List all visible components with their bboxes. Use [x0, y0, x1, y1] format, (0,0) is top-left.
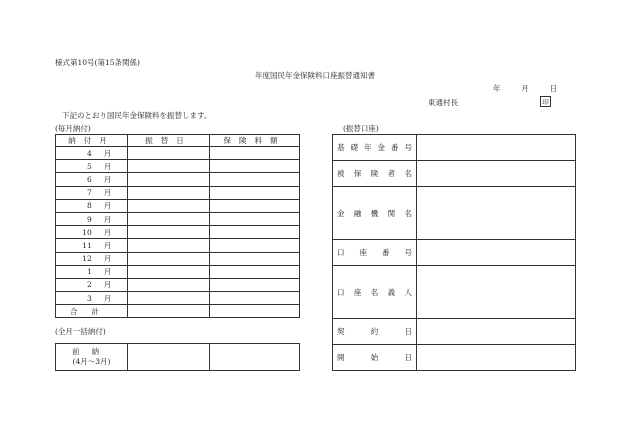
payment-month-cell: [56, 278, 128, 291]
table-row: [56, 265, 300, 278]
lump-sum-transfer-date-cell[interactable]: [128, 344, 210, 371]
transfer-date-cell[interactable]: [128, 239, 210, 252]
premium-amount-cell[interactable]: [210, 147, 300, 160]
premium-amount-cell[interactable]: [210, 239, 300, 252]
date-month-label: 月: [521, 84, 529, 93]
start-date-label: 開始日: [333, 345, 417, 371]
month-unit: 月: [103, 214, 112, 224]
premium-amount-cell[interactable]: [210, 252, 300, 265]
account-row-insured-name: [333, 161, 576, 187]
lump-sum-row: [56, 344, 300, 371]
payment-month-cell: [56, 212, 128, 225]
premium-amount-cell[interactable]: [210, 292, 300, 305]
month-number: 12: [82, 254, 92, 264]
payment-month-cell: [56, 147, 128, 160]
table-row: [56, 160, 300, 173]
bank-name-value-cell[interactable]: [417, 187, 576, 240]
account-row-account-holder: [333, 266, 576, 319]
month-number: 6: [86, 174, 92, 184]
table-row: [56, 173, 300, 186]
date-line: [493, 85, 557, 93]
month-unit: 月: [103, 254, 112, 264]
form-number: 様式第10号(第15条関係): [55, 58, 140, 67]
month-number: 11: [82, 240, 92, 250]
month-number: 7: [86, 188, 92, 198]
pension-number-label: 基礎年金番号: [333, 135, 417, 161]
transfer-date-cell[interactable]: [128, 226, 210, 239]
payment-month-cell: [56, 239, 128, 252]
payment-month-cell: [56, 160, 128, 173]
monthly-payment-table: [55, 134, 300, 318]
insured-name-value-cell[interactable]: [417, 161, 576, 187]
month-unit: 月: [103, 161, 112, 171]
contract-date-label: 契約日: [333, 319, 417, 345]
payment-month-cell: [56, 226, 128, 239]
table-row: [56, 147, 300, 160]
lump-sum-label: 前納: [72, 347, 111, 356]
month-unit: 月: [103, 280, 112, 290]
premium-amount-cell[interactable]: [210, 212, 300, 225]
total-amount-cell[interactable]: [210, 305, 300, 318]
insured-name-label: 被保険者名: [333, 161, 417, 187]
month-unit: 月: [103, 188, 112, 198]
account-info-table: [332, 134, 576, 371]
issuer-name: 東通村長: [428, 98, 458, 107]
month-number: 3: [86, 293, 92, 303]
transfer-date-cell[interactable]: [128, 160, 210, 173]
table-row: [56, 186, 300, 199]
table-row: [56, 239, 300, 252]
payment-month-cell: [56, 186, 128, 199]
table-row: [56, 292, 300, 305]
month-unit: 月: [103, 267, 112, 277]
monthly-header-row: [56, 135, 300, 147]
column-header-payment-month: 納付月: [56, 135, 128, 147]
premium-amount-cell[interactable]: [210, 265, 300, 278]
payment-month-cell: [56, 173, 128, 186]
account-row-account-number: [333, 240, 576, 266]
month-unit: 月: [103, 293, 112, 303]
lump-sum-amount-cell[interactable]: [210, 344, 300, 371]
month-unit: 月: [103, 148, 112, 158]
month-unit: 月: [103, 201, 112, 211]
transfer-date-cell[interactable]: [128, 186, 210, 199]
account-row-bank-name: [333, 187, 576, 240]
premium-amount-cell[interactable]: [210, 226, 300, 239]
seal-mark: 印: [540, 96, 551, 107]
lump-sum-section-heading: (全月一括納付): [55, 327, 106, 336]
date-year-label: 年: [493, 84, 501, 93]
account-number-label: 口座番号: [333, 240, 417, 266]
account-row-contract-date: [333, 319, 576, 345]
month-number: 9: [86, 214, 92, 224]
premium-amount-cell[interactable]: [210, 186, 300, 199]
premium-amount-cell[interactable]: [210, 173, 300, 186]
transfer-date-cell[interactable]: [128, 252, 210, 265]
transfer-date-cell[interactable]: [128, 278, 210, 291]
account-row-start-date: [333, 345, 576, 371]
bank-name-label: 金融機関名: [333, 187, 417, 240]
transfer-date-cell[interactable]: [128, 212, 210, 225]
pension-number-value-cell[interactable]: [417, 135, 576, 161]
month-unit: 月: [103, 227, 112, 237]
payment-month-cell: [56, 265, 128, 278]
premium-amount-cell[interactable]: [210, 278, 300, 291]
transfer-date-cell[interactable]: [128, 292, 210, 305]
payment-month-cell: [56, 252, 128, 265]
transfer-date-cell[interactable]: [128, 265, 210, 278]
month-number: 1: [86, 267, 92, 277]
monthly-section-heading: (毎月納付): [55, 124, 91, 133]
table-row: [56, 278, 300, 291]
month-number: 8: [86, 201, 92, 211]
total-row: [56, 305, 300, 318]
total-label-cell: 合計: [56, 305, 128, 318]
account-holder-label: 口座名義人: [333, 266, 417, 319]
transfer-date-cell[interactable]: [128, 147, 210, 160]
lump-sum-table: [55, 343, 300, 371]
contract-date-value-cell[interactable]: [417, 319, 576, 345]
total-transfer-date-cell[interactable]: [128, 305, 210, 318]
premium-amount-cell[interactable]: [210, 199, 300, 212]
account-section-heading: (振替口座): [343, 124, 379, 133]
transfer-date-cell[interactable]: [128, 173, 210, 186]
transfer-date-cell[interactable]: [128, 199, 210, 212]
account-row-pension-number: [333, 135, 576, 161]
payment-month-cell: [56, 292, 128, 305]
column-header-transfer-date: 振替日: [128, 135, 210, 147]
document-title: 年度国民年金保険料口座振替通知書: [255, 71, 375, 80]
table-row: [56, 212, 300, 225]
table-row: [56, 252, 300, 265]
account-holder-value-cell[interactable]: [417, 266, 576, 319]
intro-text: 下記のとおり国民年金保険料を振替します。: [62, 111, 212, 120]
month-unit: 月: [103, 174, 112, 184]
premium-amount-cell[interactable]: [210, 160, 300, 173]
lump-sum-label-cell: [56, 344, 128, 371]
column-header-premium-amount: 保険料額: [210, 135, 300, 147]
payment-month-cell: [56, 199, 128, 212]
table-row: [56, 226, 300, 239]
table-row: [56, 199, 300, 212]
month-number: 5: [86, 161, 92, 171]
account-number-value-cell[interactable]: [417, 240, 576, 266]
month-number: 10: [82, 227, 92, 237]
month-unit: 月: [103, 240, 112, 250]
month-number: 4: [86, 148, 92, 158]
lump-sum-period: (4月～3月): [72, 357, 111, 366]
month-number: 2: [86, 280, 92, 290]
date-day-label: 日: [549, 84, 558, 93]
start-date-value-cell[interactable]: [417, 345, 576, 371]
